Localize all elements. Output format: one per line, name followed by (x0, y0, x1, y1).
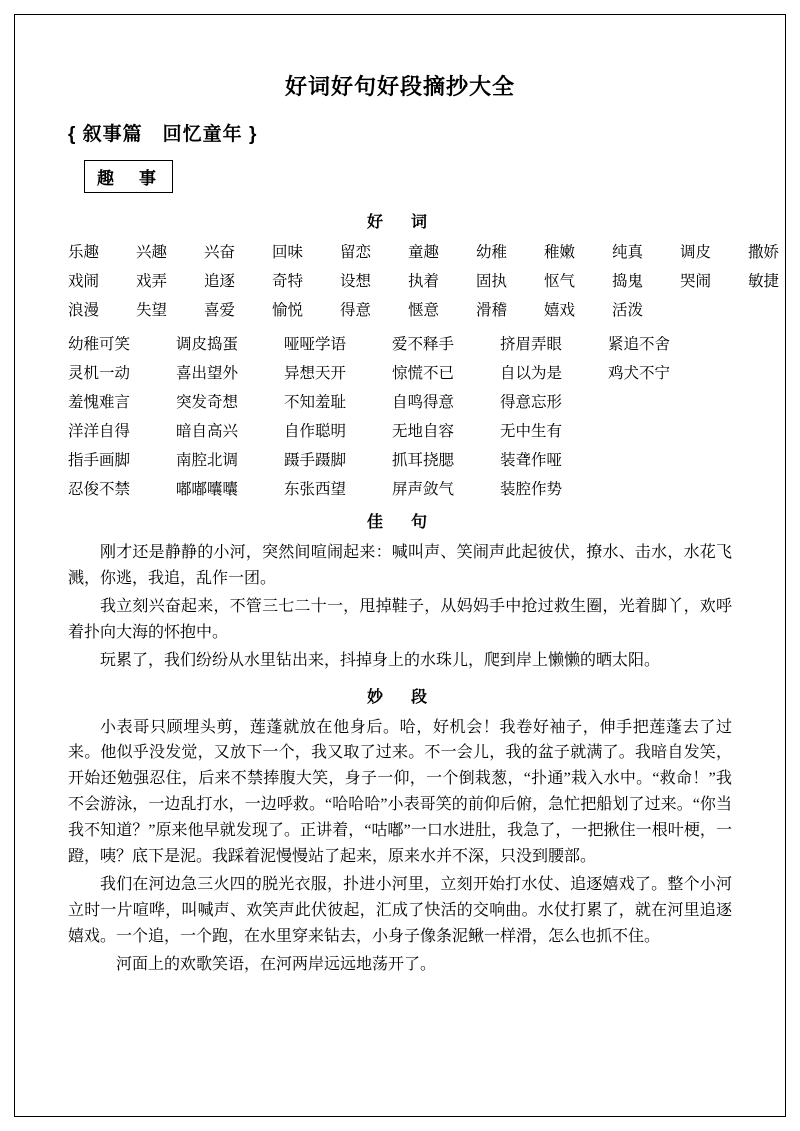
idiom-row (68, 419, 732, 441)
word-item: 乐趣 (68, 244, 100, 261)
idiom-item: 嘟嘟囔囔 (176, 481, 239, 498)
good-words-grid (68, 240, 780, 320)
sentence-paragraph: 玩累了，我们纷纷从水里钻出来，抖掉身上的水珠儿，爬到岸上懒懒的晒太阳。 (100, 651, 661, 669)
word-item: 喜爱 (204, 302, 236, 319)
idiom-item: 屏声敛气 (392, 481, 455, 498)
idiom-item: 抓耳挠腮 (392, 452, 455, 469)
idiom-item: 蹑手蹑脚 (284, 452, 347, 469)
idiom-item: 幼稚可笑 (68, 336, 131, 353)
idiom-row (68, 448, 732, 470)
excerpt-paragraph: 我们在河边急三火四的脱光衣服，扑进小河里，立刻开始打水仗、追逐嬉戏了。整个小河立时一片喧哗，叫喊声、欢笑声此伏彼起，汇成了快活的交响曲。水仗打累了，就在河里追逐嬉戏。一个追，一个跑，在水里穿来钻去，小身子像条泥鳅一样滑，怎么也抓不住。 (68, 875, 732, 945)
word-item: 愉悦 (272, 302, 304, 319)
idiom-row (68, 361, 732, 383)
sentence-paragraph: 我立刻兴奋起来，不管三七二十一，甩掉鞋子，从妈妈手中抢过救生圈，光着脚丫，欢呼着扑向大海的怀抱中。 (68, 597, 732, 641)
word-item: 失望 (136, 302, 168, 319)
word-item: 戏闹 (68, 273, 100, 290)
heading-good-paragraphs: 妙 段 (366, 688, 433, 706)
idiom-item: 不知羞耻 (284, 394, 347, 411)
idiom-item: 调皮捣蛋 (176, 336, 239, 353)
idiom-item: 突发奇想 (176, 394, 239, 411)
page-title: 好词好句好段摘抄大全 (284, 74, 515, 99)
heading-good-words: 好 词 (366, 214, 433, 231)
word-item: 奇特 (272, 273, 304, 290)
word-row (68, 269, 780, 291)
idiom-item: 鸡犬不宁 (608, 365, 671, 382)
word-item: 撒娇 (748, 244, 780, 261)
idiom-row (68, 477, 732, 499)
section-header: { 叙事篇 回忆童年 } (68, 124, 258, 145)
word-item: 戏弄 (136, 273, 168, 290)
idiom-row (68, 332, 732, 354)
idiom-item: 洋洋自得 (68, 423, 131, 440)
word-item: 惬意 (408, 302, 440, 319)
word-item: 兴奋 (204, 244, 236, 261)
word-row (68, 298, 732, 320)
word-item: 活泼 (612, 302, 644, 319)
word-item: 嬉戏 (544, 302, 576, 319)
idiom-item: 灵机一动 (68, 365, 131, 382)
word-item: 怄气 (544, 273, 576, 290)
document-content (68, 56, 780, 982)
word-item: 得意 (340, 302, 372, 319)
idiom-item: 无中生有 (500, 423, 563, 440)
excerpt-paragraph: 小表哥只顾埋头剪，莲蓬就放在他身后。哈，好机会！我卷好袖子，伸手把莲蓬去了过来。他似乎没发觉，又放下一个，我又取了过来。不一会儿，我的盆子就满了。我暗自发笑，开始还勉强忍住，后来不禁捧腹大笑，身子一仰，一个倒栽葱，“扑通”栽入水中。“救命！”我不会游泳，一边乱打水，一边呼救。“哈哈哈”小表哥笑的前仰后俯，急忙把船划了过来。“你当我不知道？”原来他早就发现了。正讲着，“咕嘟”一口水进肚，我急了，一把揪住一根叶梗，一蹬，咦？底下是泥。我踩着泥慢慢站了起来，原来水并不深，只没到腰部。 (68, 718, 732, 866)
idiom-item: 无地自容 (392, 423, 455, 440)
idiom-item: 东张西望 (284, 481, 347, 498)
word-item: 童趣 (408, 244, 440, 261)
idiom-item: 装腔作势 (500, 481, 563, 498)
idiom-item: 爱不释手 (392, 336, 455, 353)
word-item: 执着 (408, 273, 440, 290)
word-item: 滑稽 (476, 302, 508, 319)
idiom-item: 哑哑学语 (284, 336, 347, 353)
idiom-item: 自以为是 (500, 365, 563, 382)
idiom-item: 忍俊不禁 (68, 481, 131, 498)
word-item: 固执 (476, 273, 508, 290)
good-sentences-block (68, 540, 732, 674)
word-item: 调皮 (680, 244, 712, 261)
word-item: 幼稚 (476, 244, 508, 261)
idiom-item: 暗自高兴 (176, 423, 239, 440)
word-item: 捣鬼 (612, 273, 644, 290)
word-item: 兴趣 (136, 244, 168, 261)
idiom-item: 指手画脚 (68, 452, 131, 469)
word-item: 留恋 (340, 244, 372, 261)
idiom-item: 挤眉弄眼 (500, 336, 563, 353)
idioms-grid (68, 332, 732, 499)
idiom-item: 装聋作哑 (500, 452, 563, 469)
topic-box-label: 趣 事 (84, 160, 173, 193)
word-item: 浪漫 (68, 302, 100, 319)
idiom-item: 羞愧难言 (68, 394, 131, 411)
idiom-item: 喜出望外 (176, 365, 239, 382)
heading-good-sentences: 佳 句 (366, 514, 433, 531)
word-item: 敏捷 (748, 273, 780, 290)
idiom-row (68, 390, 732, 412)
excerpt-paragraph: 河面上的欢歌笑语，在河两岸远远地荡开了。 (116, 955, 437, 973)
good-paragraphs-block (68, 715, 732, 978)
idiom-item: 自作聪明 (284, 423, 347, 440)
idiom-item: 紧追不舍 (608, 336, 671, 353)
word-item: 纯真 (612, 244, 644, 261)
idiom-item: 惊慌不已 (392, 365, 455, 382)
word-item: 稚嫩 (544, 244, 576, 261)
word-item: 设想 (340, 273, 372, 290)
idiom-item: 南腔北调 (176, 452, 239, 469)
word-item: 回味 (272, 244, 304, 261)
sentence-paragraph: 刚才还是静静的小河，突然间喧闹起来：喊叫声、笑闹声此起彼伏，撩水、击水，水花飞溅，你逃，我追，乱作一团。 (68, 544, 732, 587)
idiom-item: 得意忘形 (500, 394, 563, 411)
word-item: 追逐 (204, 273, 236, 290)
word-item: 哭闹 (680, 273, 712, 290)
idiom-item: 异想天开 (284, 365, 347, 382)
idiom-item: 自鸣得意 (392, 394, 455, 411)
word-row (68, 240, 780, 262)
